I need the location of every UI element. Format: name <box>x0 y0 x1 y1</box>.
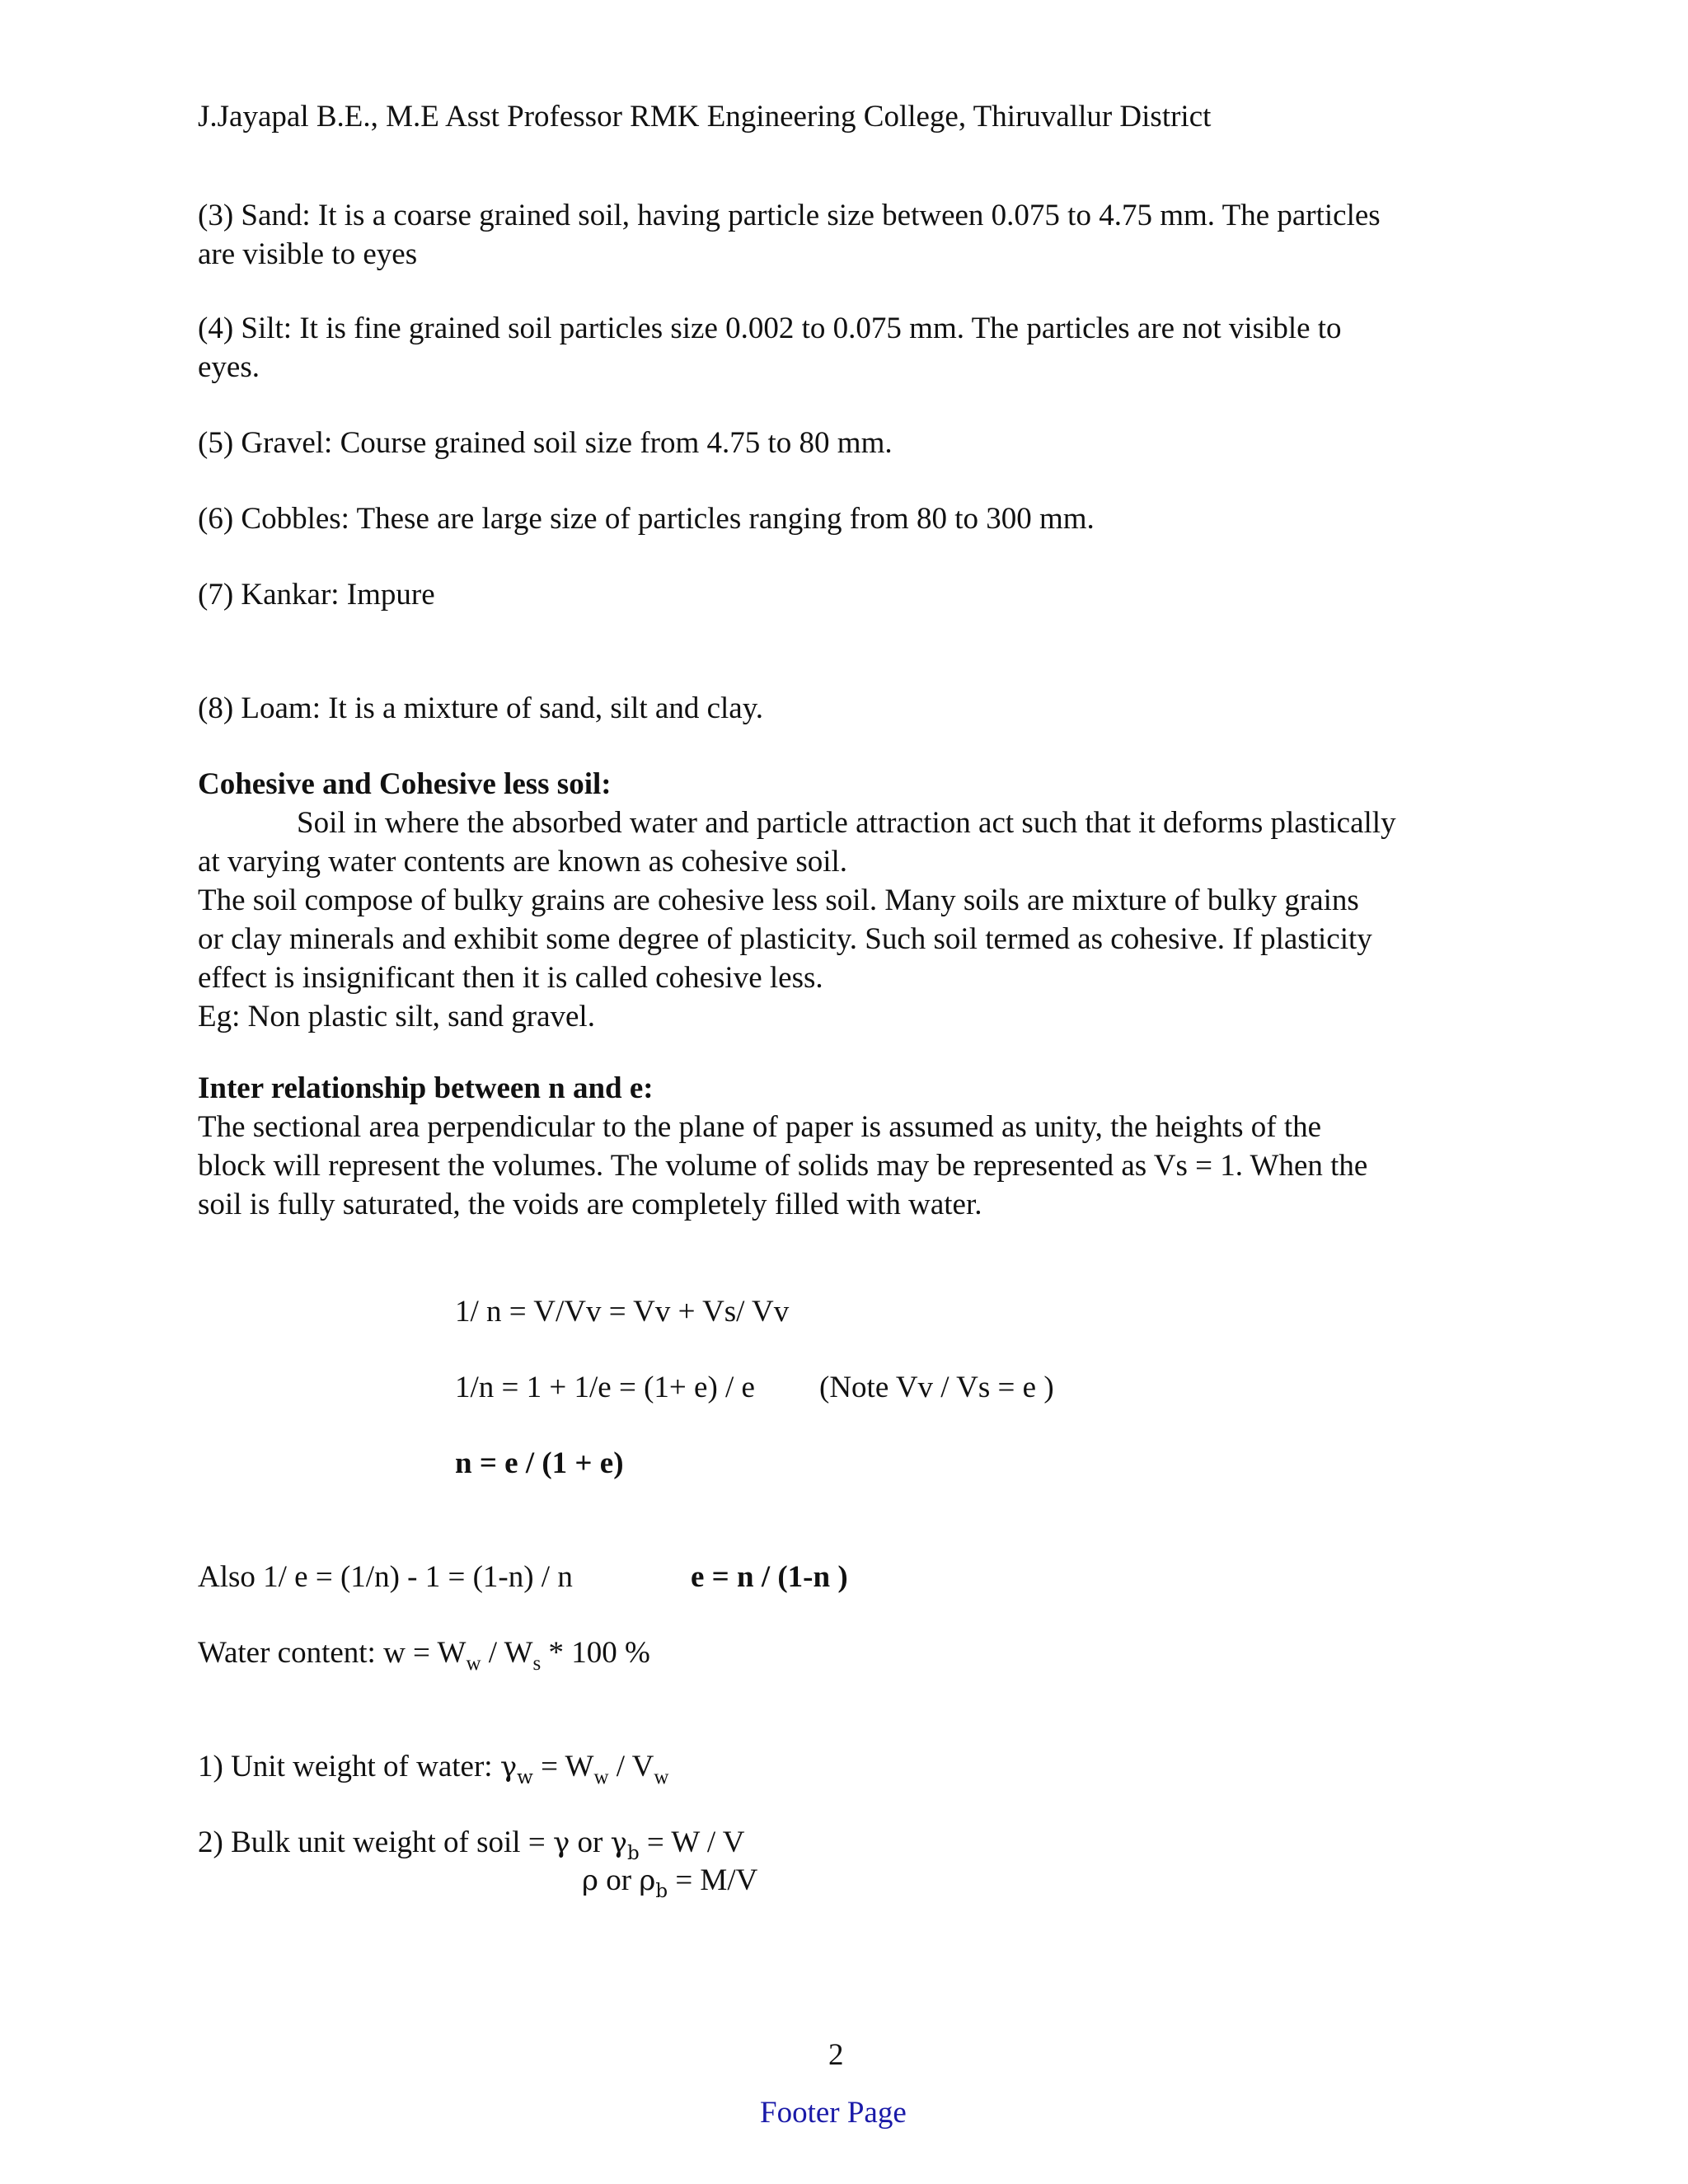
cohesive-para-line-1: Soil in where the absorbed water and particle attraction act such that it deforms plastically <box>297 806 1396 840</box>
inter-relationship-section <box>198 1069 1517 1224</box>
equation-e-result: e = n / (1-n ) <box>691 1560 848 1594</box>
bulk-eq-2: = M/V <box>668 1863 758 1897</box>
equation-1: 1/ n = V/Vv = Vv + Vs/ Vv <box>455 1295 790 1329</box>
bulk-label: 2) Bulk unit weight of soil = <box>198 1825 553 1859</box>
inter-para-line-1: The sectional area perpendicular to the plane of paper is assumed as unity, the heights of the <box>198 1110 1322 1144</box>
cohesive-para-line-5: effect is insignificant then it is called cohesive less. <box>198 961 823 995</box>
water-content-sub-w: w <box>466 1652 481 1675</box>
equation-n-result: n = e / (1 + e) <box>455 1446 624 1480</box>
page-number: 2 <box>828 2038 844 2072</box>
inter-para-line-3: soil is fully saturated, the voids are completely filled with water. <box>198 1188 982 1221</box>
rho-symbol: ρ <box>582 1864 598 1897</box>
gamma-or: or <box>570 1825 611 1859</box>
sand-line-1: (3) Sand: It is a coarse grained soil, having particle size between 0.075 to 4.75 mm. The particles <box>198 199 1381 232</box>
equation-also: Also 1/ e = (1/n) - 1 = (1-n) / n <box>198 1560 573 1594</box>
page-header: J.Jayapal B.E., M.E Asst Professor RMK Engineering College, Thiruvallur District <box>198 100 1212 134</box>
bulk-density <box>582 1861 757 1900</box>
uw-water-slash: / V <box>608 1750 654 1783</box>
soil-types-list <box>198 196 1517 274</box>
loam-item: (8) Loam: It is a mixture of sand, silt and clay. <box>198 691 764 725</box>
uw-water-label: 1) Unit weight of water: <box>198 1750 500 1783</box>
rho-symbol-2: ρ <box>639 1864 656 1897</box>
bulk-unit-weight <box>198 1823 744 1863</box>
water-content-label: Water content: w = W <box>198 1636 467 1670</box>
gamma-symbol-3: γ <box>610 1826 627 1859</box>
equation-2: 1/n = 1 + 1/e = (1+ e) / e <box>455 1371 755 1404</box>
cohesive-section <box>198 765 1517 1036</box>
gamma-symbol-2: γ <box>552 1826 570 1859</box>
cohesive-example: Eg: Non plastic silt, sand gravel. <box>198 1000 595 1033</box>
inter-para-line-2: block will represent the volumes. The volume of solids may be represented as Vs = 1. When the <box>198 1149 1368 1183</box>
sand-line-2: are visible to eyes <box>198 237 418 271</box>
ww-sub: w <box>593 1766 609 1788</box>
water-content-tail: * 100 % <box>541 1636 650 1670</box>
cohesive-para-line-3: The soil compose of bulky grains are cohesive less soil. Many soils are mixture of bulky grains <box>198 883 1359 917</box>
gamma-symbol: γ <box>499 1750 518 1783</box>
silt-line-2: eyes. <box>198 350 260 384</box>
rho-or: or <box>598 1863 640 1897</box>
vw-sub: w <box>654 1766 669 1788</box>
unit-weight-water <box>198 1747 668 1787</box>
silt-item <box>198 309 1517 387</box>
equation-2-note: (Note Vv / Vs = e ) <box>819 1371 1054 1404</box>
uw-water-eq: = W <box>532 1750 594 1783</box>
gravel-item: (5) Gravel: Course grained soil size from 4.75 to 80 mm. <box>198 426 893 460</box>
cohesive-heading: Cohesive and Cohesive less soil: <box>198 767 612 801</box>
gamma-sub-b: b <box>626 1843 640 1864</box>
cohesive-para-line-4: or clay minerals and exhibit some degree of plasticity. Such soil termed as cohesive. If plasticity <box>198 922 1372 956</box>
rho-sub-b: b <box>655 1881 668 1902</box>
footer-link[interactable]: Footer Page <box>760 2096 907 2130</box>
inter-heading: Inter relationship between n and e: <box>198 1071 654 1105</box>
water-content-equation <box>198 1633 650 1675</box>
cobbles-item: (6) Cobbles: These are large size of particles ranging from 80 to 300 mm. <box>198 502 1095 536</box>
silt-line-1: (4) Silt: It is fine grained soil particles size 0.002 to 0.075 mm. The particles are not visible to <box>198 312 1342 345</box>
bulk-eq-1: = W / V <box>639 1825 745 1859</box>
kankar-item: (7) Kankar: Impure <box>198 578 435 612</box>
water-content-mid: / W <box>481 1636 533 1670</box>
water-content-sub-s: s <box>532 1652 542 1675</box>
cohesive-para-line-2: at varying water contents are known as cohesive soil. <box>198 845 848 879</box>
gamma-sub-w: w <box>517 1767 533 1788</box>
